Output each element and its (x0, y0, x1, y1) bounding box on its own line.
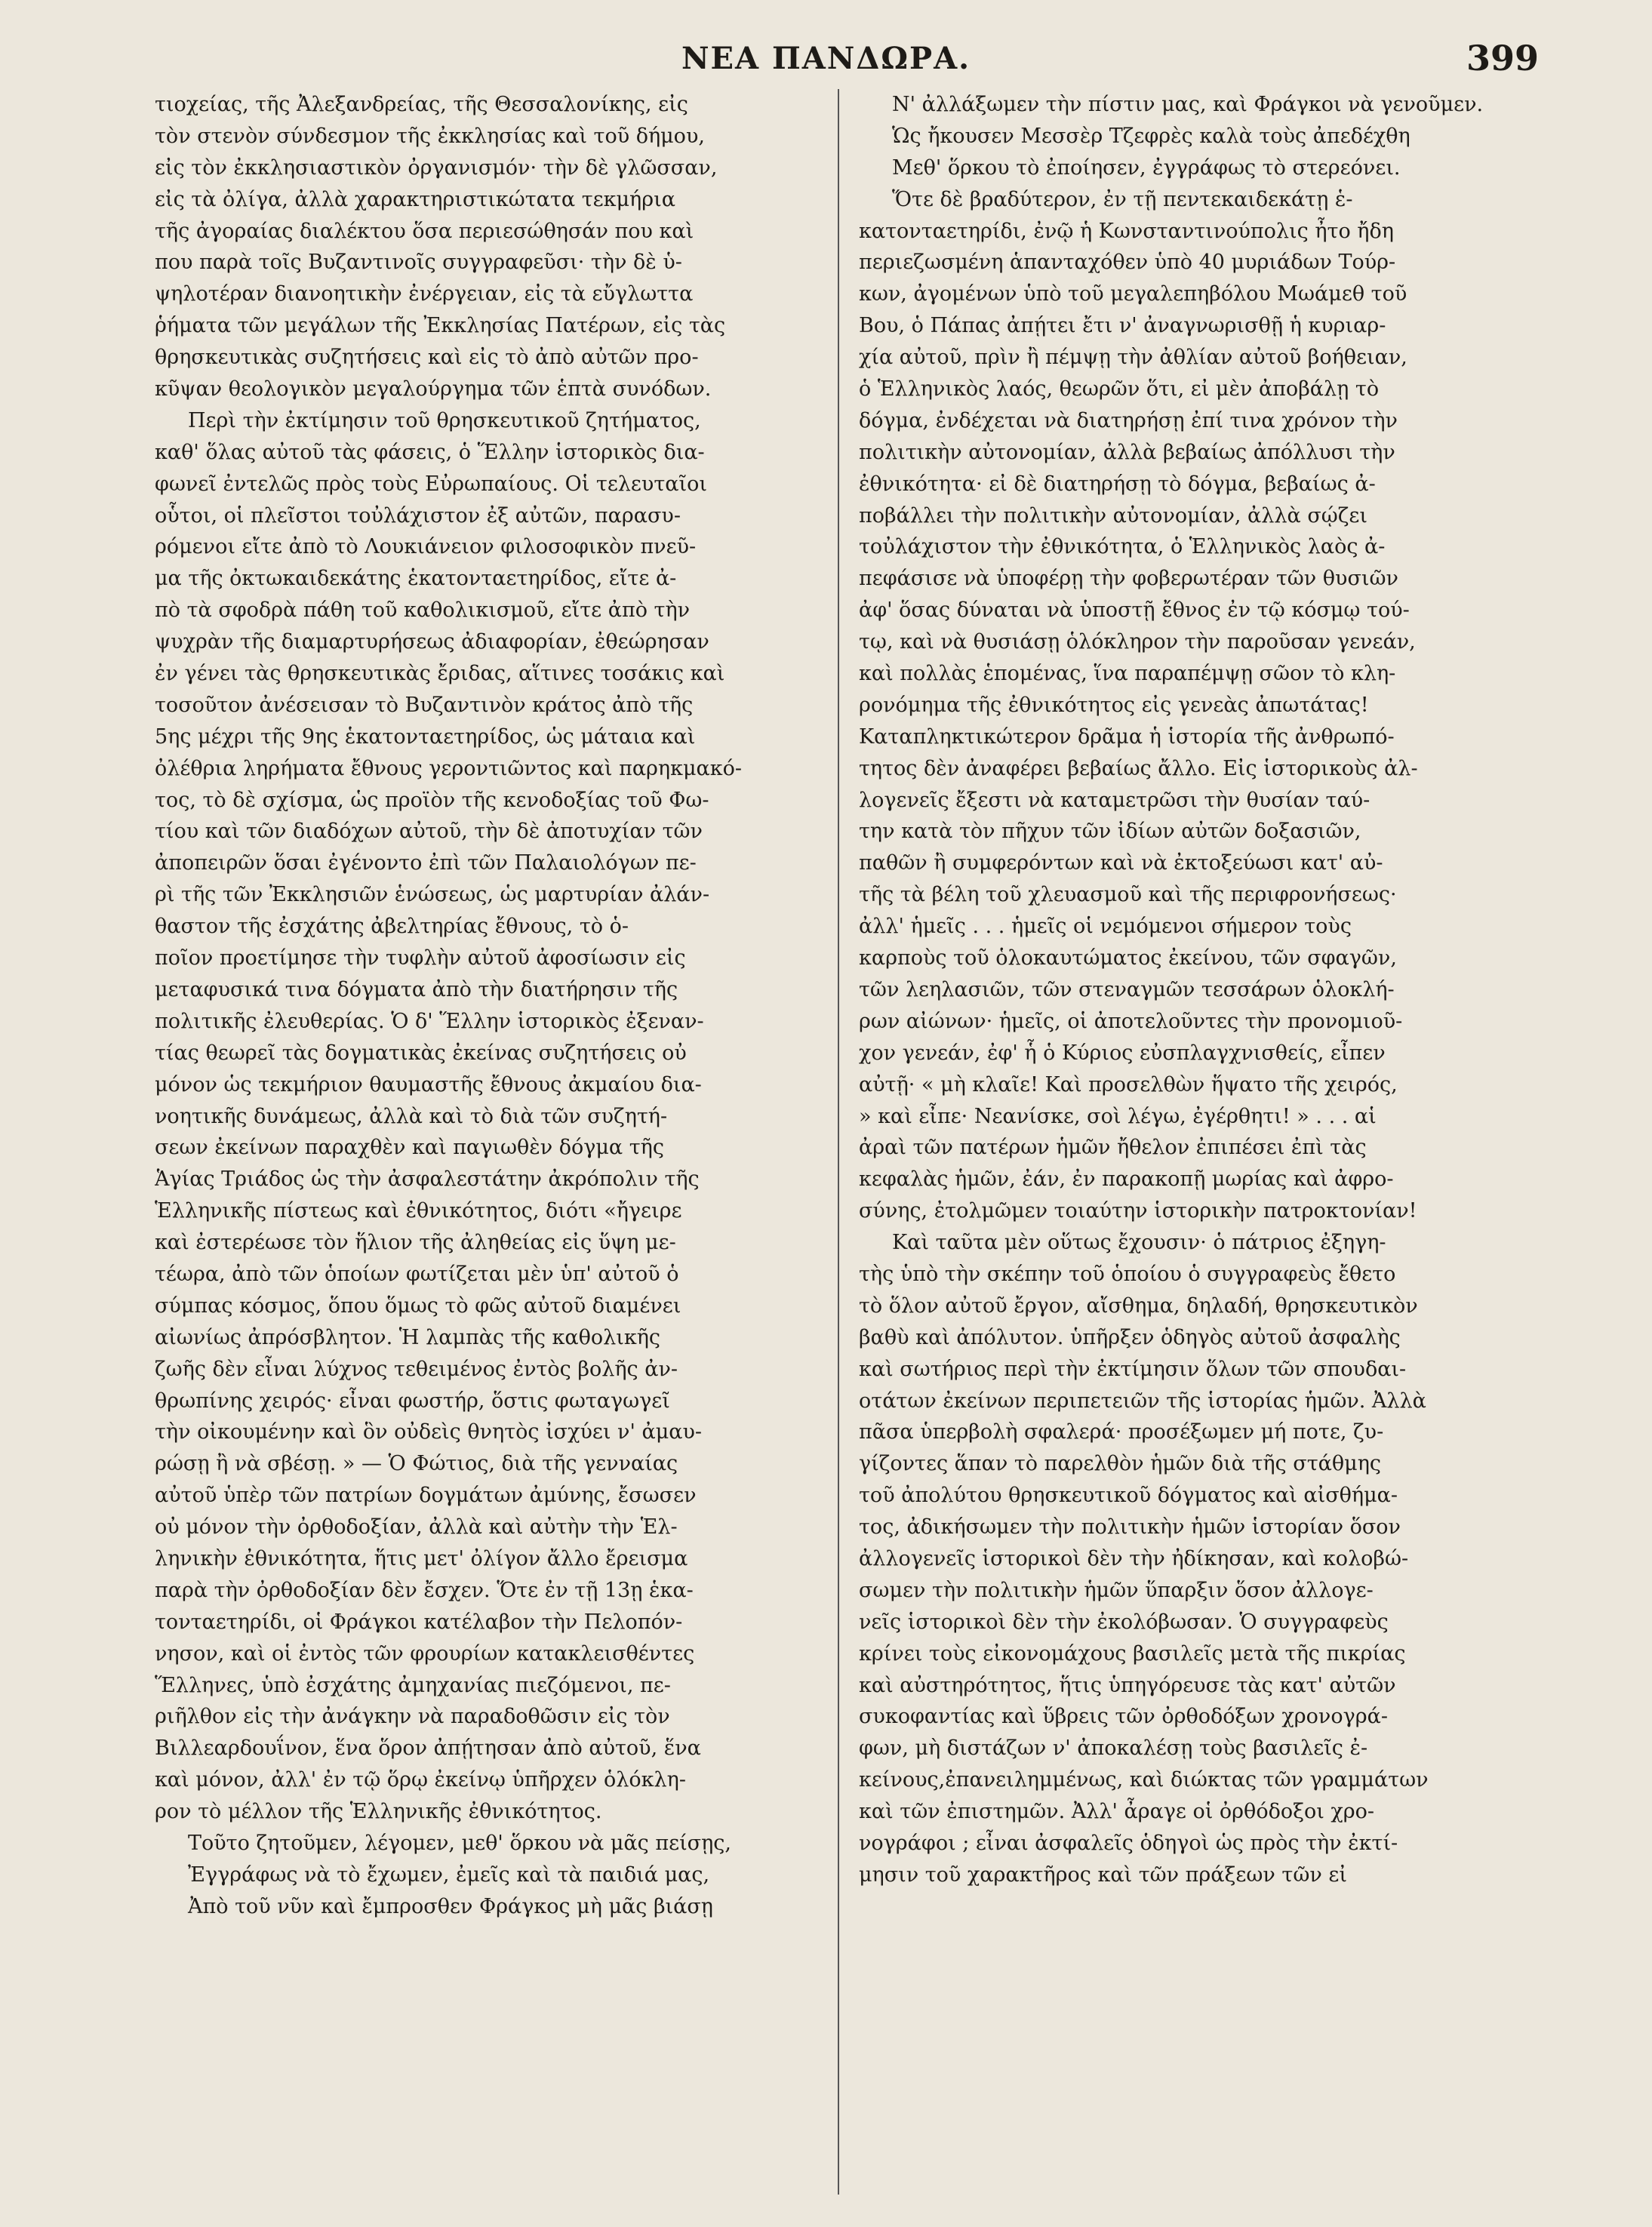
text-line: ρων αἰώνων· ἡμεῖς, οἱ ἀποτελοῦντες τὴν προνομιοῦ- (859, 1009, 1403, 1033)
text-line: Βου, ὁ Πάπας ἀπῄτει ἔτι ν' ἀναγνωρισθῇ ἡ κυριαρ- (859, 314, 1386, 338)
text-line: ζωῆς δὲν εἶναι λύχνος τεθειμένος ἐντὸς βολῆς ἀν- (155, 1357, 678, 1381)
text-line: καὶ αὐστηρότητος, ἥτις ὑπηγόρευσε τὰς κατ' αὐτῶν (859, 1673, 1396, 1697)
text-line: τίου καὶ τῶν διαδόχων αὐτοῦ, τὴν δὲ ἀποτυχίαν τῶν (155, 820, 703, 844)
text-line: ληνικὴν ἐθνικότητα, ἥτις μετ' ὀλίγον ἄλλο ἔρεισμα (155, 1546, 688, 1570)
text-line: τὴν οἰκουμένην καὶ ὃν οὐδεὶς θνητὸς ἰσχύει ν' ἀμαυ- (155, 1420, 703, 1444)
text-line: οτάτων ἐκείνων περιπετειῶν τῆς ἱστορίας ἡμῶν. Ἀλλὰ (859, 1389, 1426, 1413)
text-line: σύμπας κόσμος, ὅπου ὅμως τὸ φῶς αὐτοῦ διαμένει (155, 1293, 681, 1318)
text-line: ρώσῃ ἢ νὰ σβέσῃ. » — Ὁ Φώτιος, διὰ τῆς γενναίας (155, 1452, 678, 1476)
text-line: αἰωνίως ἀπρόσβλητον. Ἡ λαμπὰς τῆς καθολικῆς (155, 1325, 661, 1349)
text-line: τος, ἀδικήσωμεν τὴν πολιτικὴν ἡμῶν ἱστορίαν ὅσον (859, 1515, 1401, 1540)
text-line: θρησκευτικὰς συζητήσεις καὶ εἰς τὸ ἀπὸ αὐτῶν προ- (155, 346, 699, 370)
text-line: Ἐγγράφως νὰ τὸ ἔχωμεν, ἐμεῖς καὶ τὰ παιδιά μας, (188, 1862, 710, 1887)
text-line: γίζοντες ἅπαν τὸ παρελθὸν ἡμῶν διὰ τῆς στάθμης (859, 1452, 1382, 1476)
text-line: κείνους,ἐπανειλημμένως, καὶ διώκτας τῶν γραμμάτων (859, 1768, 1429, 1792)
text-line: τὸν στενὸν σύνδεσμον τῆς ἐκκλησίας καὶ τοῦ δήμου, (155, 124, 705, 148)
text-line: πὸ τὰ σφοδρὰ πάθη τοῦ καθολικισμοῦ, εἴτε ἀπὸ τὴν (155, 598, 691, 623)
text-line: τῳ, καὶ νὰ θυσιάσῃ ὁλόκληρον τὴν παροῦσαν γενεάν, (859, 630, 1416, 654)
text-line: ὁ Ἑλληνικὸς λαός, θεωρῶν ὅτι, εἰ μὲν ἀποβάλῃ τὸ (859, 377, 1380, 401)
text-line: σωμεν τὴν πολιτικὴν ἡμῶν ὕπαρξιν ὅσον ἀλλογε- (859, 1578, 1374, 1602)
text-line: ψηλοτέραν διανοητικὴν ἐνέργειαν, εἰς τὰ εὔγλωττα (155, 282, 694, 306)
text-line: καὶ σωτήριος περὶ τὴν ἐκτίμησιν ὅλων τῶν σπουδαι- (859, 1357, 1407, 1381)
text-line: ὀλέθρια ληρήματα ἔθνους γεροντιῶντος καὶ παρηκμακό- (155, 756, 743, 780)
text-line: βαθὺ καὶ ἀπόλυτον. ὑπῆρξεν ὁδηγὸς αὐτοῦ ἀσφαλὴς (859, 1325, 1401, 1349)
column-divider (838, 89, 839, 2195)
text-line: Ἀπὸ τοῦ νῦν καὶ ἔμπροσθεν Φράγκος μὴ μᾶς βιάσῃ (188, 1894, 713, 1918)
text-line: τονταετηρίδι, οἱ Φράγκοι κατέλαβον τὴν Πελοπόν- (155, 1610, 683, 1634)
text-line: κῦψαν θεολογικὸν μεγαλούργημα τῶν ἑπτὰ συνόδων. (155, 377, 712, 401)
text-line: καὶ μόνον, ἀλλ' ἐν τῷ ὅρῳ ἐκείνῳ ὑπῆρχεν ὁλόκλη- (155, 1768, 686, 1792)
text-line: εἰς τὰ ὀλίγα, ἀλλὰ χαρακτηριστικώτατα τεκμήρια (155, 187, 675, 211)
text-line: ποβάλλει τὴν πολιτικὴν αὐτονομίαν, ἀλλὰ σῴζει (859, 503, 1367, 528)
running-title: ΝΕΑ ΠΑΝΔΩΡΑ. (681, 41, 971, 76)
text-line: πολιτικῆς ἐλευθερίας. Ὁ δ' Ἕλλην ἱστορικὸς ἐξεναν- (155, 1009, 704, 1033)
text-line: αὐτοῦ ὑπὲρ τῶν πατρίων δογμάτων ἀμύνης, ἔσωσεν (155, 1484, 697, 1508)
text-line: την κατὰ τὸν πῆχυν τῶν ἰδίων αὐτῶν δοξασιῶν, (859, 820, 1361, 844)
page-number: 399 (1466, 38, 1539, 78)
text-line: καρποὺς τοῦ ὁλοκαυτώματος ἐκείνου, τῶν σφαγῶν, (859, 946, 1397, 970)
text-line: κων, ἀγομένων ὑπὸ τοῦ μεγαλεπηβόλου Μωάμεθ τοῦ (859, 282, 1407, 306)
text-line: ἀλλ' ἡμεῖς . . . ἡμεῖς οἱ νεμόμενοι σήμερον τοὺς (859, 915, 1352, 939)
text-line: κατονταετηρίδι, ἐνῷ ἡ Κωνσταντινούπολις ἦτο ἤδη (859, 219, 1394, 243)
text-line: Ἁγίας Τριάδος ὡς τὴν ἀσφαλεστάτην ἀκρόπολιν τῆς (155, 1167, 700, 1192)
text-line: σεων ἐκείνων παραχθὲν καὶ παγιωθὲν δόγμα τῆς (155, 1136, 664, 1160)
text-line: τῆς τὰ βέλη τοῦ χλευασμοῦ καὶ τῆς περιφρονήσεως· (859, 883, 1397, 907)
text-line: τὴς ὑπὸ τὴν σκέπην τοῦ ὁποίου ὁ συγγραφεὺς ἔθετο (859, 1262, 1396, 1286)
text-line: νοητικῆς δυνάμεως, ἀλλὰ καὶ τὸ διὰ τῶν συζητή- (155, 1104, 668, 1128)
text-line: ἀφ' ὅσας δύναται νὰ ὑποστῇ ἔθνος ἐν τῷ κόσμῳ τού- (859, 598, 1410, 623)
text-line: οὗτοι, οἱ πλεῖστοι τοὐλάχιστον ἐξ αὐτῶν, παρασυ- (155, 503, 681, 528)
text-line: νησον, καὶ οἱ ἐντὸς τῶν φρουρίων κατακλεισθέντες (155, 1641, 695, 1666)
text-line: μησιν τοῦ χαρακτῆρος καὶ τῶν πράξεων τῶν εἰ (859, 1862, 1347, 1887)
text-line: ρὶ τῆς τῶν Ἐκκλησιῶν ἑνώσεως, ὡς μαρτυρίαν ἀλάν- (155, 883, 710, 907)
text-line: ψυχρὰν τῆς διαμαρτυρήσεως ἀδιαφορίαν, ἐθεώρησαν (155, 630, 709, 654)
text-line: καὶ πολλὰς ἑπομένας, ἵνα παραπέμψῃ σῶον τὸ κλη- (859, 662, 1396, 686)
text-line: πεφάσισε νὰ ὑποφέρῃ τὴν φοβερωτέραν τῶν θυσιῶν (859, 567, 1398, 591)
text-line: μεταφυσικά τινα δόγματα ἀπὸ τὴν διατήρησιν τῆς (155, 977, 678, 1001)
text-line: Ὅτε δὲ βραδύτερον, ἐν τῇ πεντεκαιδεκάτῃ ἑ- (892, 187, 1353, 211)
text-line: » καὶ εἶπε· Νεανίσκε, σοὶ λέγω, ἐγέρθητι! » . . . αἱ (859, 1104, 1377, 1128)
text-line: παρὰ τὴν ὀρθοδοξίαν δὲν ἔσχεν. Ὅτε ἐν τῇ 13ῃ ἑκα- (155, 1578, 694, 1602)
text-line: ἐν γένει τὰς θρησκευτικὰς ἔριδας, αἵτινες τοσάκις καὶ (155, 662, 725, 686)
text-line: Καταπληκτικώτερον δρᾶμα ἡ ἱστορία τῆς ἀνθρωπό- (859, 724, 1395, 749)
text-line: φων, μὴ διστάζων ν' ἀποκαλέσῃ τοὺς βασιλεῖς ἐ- (859, 1736, 1368, 1761)
text-line: τιοχείας, τῆς Ἀλεξανδρείας, τῆς Θεσσαλονίκης, εἰς (155, 93, 688, 116)
text-line: τίας θεωρεῖ τὰς δογματικὰς ἐκείνας συζητήσεις οὐ (155, 1041, 687, 1065)
text-line: δόγμα, ἐνδέχεται νὰ διατηρήσῃ ἐπί τινα χρόνον τὴν (859, 408, 1398, 432)
text-line: τητος δὲν ἀναφέρει βεβαίως ἄλλο. Εἰς ἱστορικοὺς ἀλ- (859, 756, 1418, 780)
text-line: τος, τὸ δὲ σχίσμα, ὡς προϊὸν τῆς κενοδοξίας τοῦ Φω- (155, 788, 709, 812)
text-line: Ἑλληνικῆς πίστεως καὶ ἐθνικότητος, διότι «ἤγειρε (155, 1199, 682, 1223)
text-line: καὶ ἐστερέωσε τὸν ἥλιον τῆς ἀληθείας εἰς ὕψη με- (155, 1231, 676, 1255)
page-header (0, 30, 1652, 83)
text-line: Περὶ τὴν ἐκτίμησιν τοῦ θρησκευτικοῦ ζητήματος, (188, 408, 701, 432)
text-line: παθῶν ἢ συμφερόντων καὶ νὰ ἐκτοξεύωσι κατ' αὐ- (859, 851, 1383, 875)
text-line: νογράφοι ; εἶναι ἀσφαλεῖς ὁδηγοὶ ὡς πρὸς τὴν ἐκτί- (859, 1831, 1398, 1855)
text-line: μόνον ὡς τεκμήριον θαυμαστῆς ἔθνους ἀκμαίου δια- (155, 1072, 702, 1097)
text-line: που παρὰ τοῖς Βυζαντινοῖς συγγραφεῦσι· τὴν δὲ ὑ- (155, 251, 682, 275)
text-line: αὐτῇ· « μὴ κλαῖε! Καὶ προσελθὼν ἥψατο τῆς χειρός, (859, 1072, 1398, 1097)
text-line: θρωπίνης χειρός· εἶναι φωστήρ, ὅστις φωταγωγεῖ (155, 1389, 670, 1413)
text-line: Βιλλεαρδουΐνον, ἕνα ὅρον ἀπῄτησαν ἀπὸ αὐτοῦ, ἕνα (155, 1736, 701, 1761)
text-line: συκοφαντίας καὶ ὕβρεις τῶν ὀρθοδόξων χρονογρά- (859, 1705, 1388, 1729)
text-line: εἰς τὸν ἐκκλησιαστικὸν ὀργανισμόν· τὴν δὲ γλῶσσαν, (155, 155, 718, 180)
text-line: ρόμενοι εἴτε ἀπὸ τὸ Λουκιάνειον φιλοσοφικὸν πνεῦ- (155, 535, 697, 559)
text-line: τοὐλάχιστον τὴν ἐθνικότητα, ὁ Ἑλληνικὸς λαὸς ἀ- (859, 535, 1386, 559)
text-line: τὸ ὅλον αὐτοῦ ἔργον, αἴσθημα, δηλαδή, θρησκευτικὸν (859, 1293, 1418, 1318)
text-line: τῆς ἀγοραίας διαλέκτου ὅσα περιεσώθησάν που καὶ (155, 219, 694, 243)
text-line: καθ' ὅλας αὐτοῦ τὰς φάσεις, ὁ Ἕλλην ἱστορικὸς δια- (155, 440, 705, 464)
text-line: χον γενεάν, ἐφ' ἧ ὁ Κύριος εὐσπλαγχνισθείς, εἶπεν (859, 1041, 1386, 1065)
text-line: θαστον τῆς ἐσχάτης ἀβελτηρίας ἔθνους, τὸ ὁ- (155, 915, 629, 939)
text-line: πολιτικὴν αὐτονομίαν, ἀλλὰ βεβαίως ἀπόλλυσι τὴν (859, 440, 1395, 464)
text-line: τοσοῦτον ἀνέσεισαν τὸ Βυζαντινὸν κράτος ἀπὸ τῆς (155, 693, 694, 717)
right-text-column (859, 89, 1523, 2197)
text-line: νεῖς ἱστορικοὶ δὲν τὴν ἐκολόβωσαν. Ὁ συγγραφεὺς (859, 1610, 1389, 1634)
text-line: ἀραὶ τῶν πατέρων ἡμῶν ἤθελον ἐπιπέσει ἐπὶ τὰς (859, 1136, 1367, 1160)
text-line: Τοῦτο ζητοῦμεν, λέγομεν, μεθ' ὅρκου νὰ μᾶς πείσῃς, (188, 1831, 731, 1855)
text-line: 5ης μέχρι τῆς 9ης ἑκατονταετηρίδος, ὡς μάταια καὶ (155, 724, 696, 749)
text-line: ποῖον προετίμησε τὴν τυφλὴν αὐτοῦ ἀφοσίωσιν εἰς (155, 946, 686, 970)
text-line: περιεζωσμένη ἁπανταχόθεν ὑπὸ 40 μυριάδων Τούρ- (859, 251, 1396, 275)
text-line: καὶ τῶν ἐπιστημῶν. Ἀλλ' ἆραγε οἱ ὀρθόδοξοι χρο- (859, 1800, 1374, 1824)
text-line: Μεθ' ὅρκου τὸ ἐποίησεν, ἐγγράφως τὸ στερεόνει. (892, 155, 1401, 180)
text-line: τέωρα, ἀπὸ τῶν ὁποίων φωτίζεται μὲν ὑπ' αὐτοῦ ὁ (155, 1262, 679, 1286)
text-line: χία αὐτοῦ, πρὶν ἢ πέμψῃ τὴν ἀθλίαν αὐτοῦ βοήθειαν, (859, 346, 1407, 370)
text-line: ἐθνικότητα· εἰ δὲ διατηρήσῃ τὸ δόγμα, βεβαίως ἀ- (859, 472, 1376, 496)
text-line: Ὡς ἤκουσεν Μεσσὲρ Τζεφρὲς καλὰ τοὺς ἀπεδέχθη (892, 124, 1411, 148)
text-line: κρίνει τοὺς εἰκονομάχους βασιλεῖς μετὰ τῆς πικρίας (859, 1641, 1406, 1666)
text-line: μα τῆς ὀκτωκαιδεκάτης ἑκατονταετηρίδος, εἴτε ἀ- (155, 567, 677, 591)
text-line: λογενεῖς ἔξεστι νὰ καταμετρῶσι τὴν θυσίαν ταύ- (859, 788, 1371, 812)
text-line: ἀλλογενεῖς ἱστορικοὶ δὲν τὴν ἠδίκησαν, καὶ κολοβώ- (859, 1546, 1409, 1570)
text-line: Καὶ ταῦτα μὲν οὕτως ἔχουσιν· ὁ πάτριος ἐξηγη- (892, 1231, 1386, 1255)
text-line: φωνεῖ ἐντελῶς πρὸς τοὺς Εὐρωπαίους. Οἱ τελευταῖοι (155, 472, 707, 496)
text-line: ρον τὸ μέλλον τῆς Ἑλληνικῆς ἐθνικότητος. (155, 1800, 602, 1824)
text-line: ριῆλθον εἰς τὴν ἀνάγκην νὰ παραδοθῶσιν εἰς τὸν (155, 1705, 670, 1729)
text-line: τῶν λεηλασιῶν, τῶν στεναγμῶν τεσσάρων ὁλοκλή- (859, 977, 1395, 1001)
text-line: οὐ μόνον τὴν ὀρθοδοξίαν, ἀλλὰ καὶ αὐτὴν τὴν Ἑλ- (155, 1515, 678, 1540)
text-line: τοῦ ἀπολύτου θρησκευτικοῦ δόγματος καὶ αἰσθήμα- (859, 1484, 1398, 1508)
text-line: ἀποπειρῶν ὅσαι ἐγένοντο ἐπὶ τῶν Παλαιολόγων πε- (155, 851, 697, 875)
text-line: σύνης, ἐτολμῶμεν τοιαύτην ἱστορικὴν πατροκτονίαν! (859, 1199, 1417, 1223)
text-line: Ν' ἀλλάξωμεν τὴν πίστιν μας, καὶ Φράγκοι νὰ γενοῦμεν. (892, 93, 1484, 116)
text-line: Ἕλληνες, ὑπὸ ἐσχάτης ἀμηχανίας πιεζόμενοι, πε- (155, 1673, 671, 1697)
text-line: πᾶσα ὑπερβολὴ σφαλερά· προσέξωμεν μή ποτε, ζυ- (859, 1420, 1384, 1444)
left-text-column (155, 89, 819, 2197)
text-line: κεφαλὰς ἡμῶν, ἐάν, ἐν παρακοπῇ μωρίας καὶ ἀφρο- (859, 1167, 1394, 1192)
text-line: ρονόμημα τῆς ἐθνικότητος εἰς γενεὰς ἀπωτάτας! (859, 693, 1369, 717)
text-line: ῥήματα τῶν μεγάλων τῆς Ἐκκλησίας Πατέρων, εἰς τὰς (155, 314, 726, 338)
